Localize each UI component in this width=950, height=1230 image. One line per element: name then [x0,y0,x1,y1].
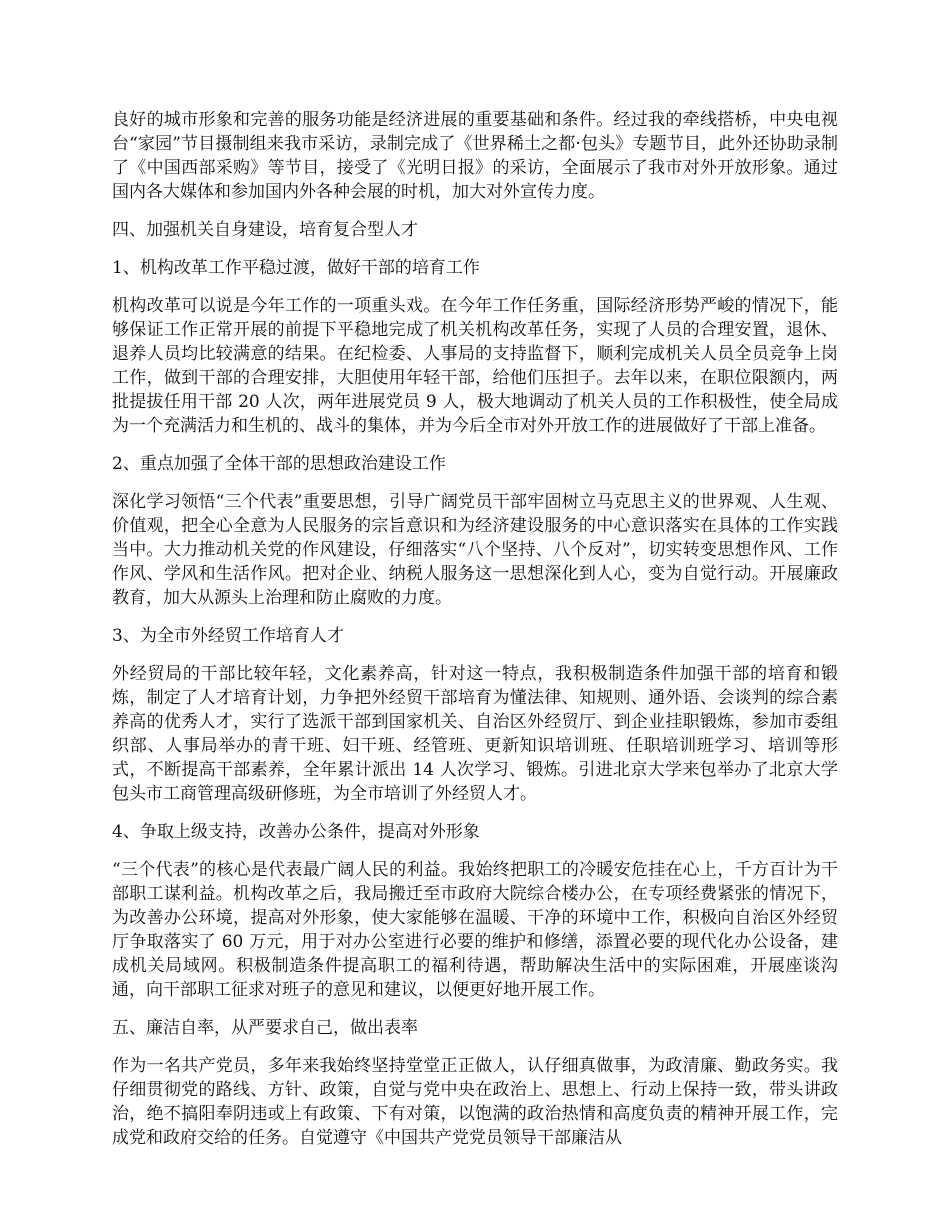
paragraph-talent-training: 外经贸局的干部比较年轻，文化素养高，针对这一特点，我积极制造条件加强干部的培育和锻炼，制定了人才培育计划，力争把外经贸干部培育为懂法律、知规则、通外语、会谈判的综合素养高的优秀人才，实行了选派干部到国家机关、自治区外经贸厅、到企业挂职锻炼，参加市委组织部、人事局举办的青干班、妇干班、经管班、更新知识培训班、任职培训班学习、培训等形式，不断提高干部素养，全年累计派出 14 人次学习、锻炼。引进北京大学来包举办了北京大学包头市工商管理高级研修班，为全市培训了外经贸人才。 [112,664,838,804]
section-heading-5: 五、廉洁自率，从严要求自己，做出表率 [112,1018,418,1038]
paragraph-city-image: 良好的城市形象和完善的服务功能是经济进展的重要基础和条件。经过我的牵线搭桥，中央电视台“家园”节目摄制组来我市采访，录制完成了《世界稀土之都·包头》专题节目，此外还协助录制了《中国西部采购》等节目，接受了《光明日报》的采访，全面展示了我市对外开放形象。通过国内各大媒体和参加国内外各种会展的时机，加大对外宣传力度。 [112,110,838,202]
paragraph-office-conditions: “三个代表”的核心是代表最广阔人民的利益。我始终把职工的冷暖安危挂在心上，千方百计为干部职工谋利益。机构改革之后，我局搬迁至市政府大院综合楼办公，在专项经费紧张的情况下，为改善办公环境，提高对外形象，使大家能够在温暖、干净的环境中工作，积极向自治区外经贸厅争取落实了 60 万元，用于对办公室进行必要的维护和修缮，添置必要的现代化办公设备，建成机关局域网。积极制造条件提高职工的福利待遇，帮助解决生活中的实际困难，开展座谈沟通，向干部职工征求对班子的意见和建议，以便更好地开展工作。 [112,860,838,1000]
paragraph-institutional-reform: 机构改革可以说是今年工作的一项重头戏。在今年工作任务重，国际经济形势严峻的情况下，能够保证工作正常开展的前提下平稳地完成了机关机构改革任务，实现了人员的合理安置，退休、退养人员均比较满意的结果。在纪检委、人事局的支持监督下，顺利完成机关人员全员竞争上岗工作，做到干部的合理安排，大胆使用年轻干部，给他们压担子。去年以来，在职位限额内，两批提拔任用干部 20 人次，两年进展党员 9 人，极大地调动了机关人员的工作积极性，使全局成为一个充满活力和生机的、战斗的集体，并为今后全市对外开放工作的进展做好了干部上准备。 [112,296,838,436]
subheading-4-4: 4、争取上级支持，改善办公条件，提高对外形象 [112,822,480,842]
subheading-4-1: 1、机构改革工作平稳过渡，做好干部的培育工作 [112,258,480,278]
paragraph-political-building: 深化学习领悟“三个代表”重要思想，引导广阔党员干部牢固树立马克思主义的世界观、人生观、价值观，把全心全意为人民服务的宗旨意识和为经济建设服务的中心意识落实在具体的工作实践当中。大力推动机关党的作风建设，仔细落实“八个坚持、八个反对”，切实转变思想作风、工作作风、学风和生活作风。把对企业、纳税人服务这一思想深化到人心，变为自觉行动。开展廉政教育，加大从源头上治理和防止腐败的力度。 [112,492,838,608]
subheading-4-3: 3、为全市外经贸工作培育人才 [112,626,344,646]
paragraph-integrity: 作为一名共产党员，多年来我始终坚持堂堂正正做人，认仔细真做事，为政清廉、勤政务实。我仔细贯彻党的路线、方针、政策，自觉与党中央在政治上、思想上、行动上保持一致，带头讲政治，绝不搞阳奉阴违或上有政策、下有对策，以饱满的政治热情和高度负责的精神开展工作，完成党和政府交给的任务。自觉遵守《中国共产党党员领导干部廉洁从 [112,1056,838,1148]
section-heading-4: 四、加强机关自身建设，培育复合型人才 [112,220,418,240]
document-body [112,108,838,1164]
subheading-4-2: 2、重点加强了全体干部的思想政治建设工作 [112,454,446,474]
